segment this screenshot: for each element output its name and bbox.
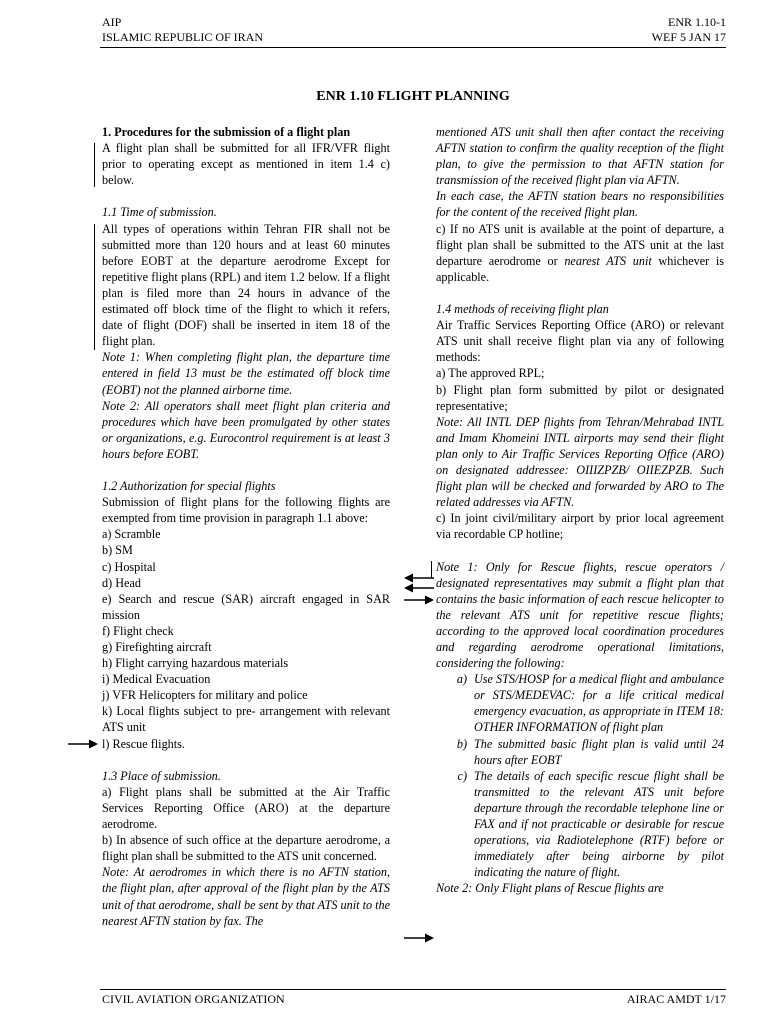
section-1-4-heading: 1.4 methods of receiving flight plan bbox=[436, 302, 609, 317]
list-item: c) Hospital bbox=[102, 559, 156, 574]
section-1-2-heading: 1.2 Authorization for special flights bbox=[102, 479, 276, 494]
list-item: g) Firefighting aircraft bbox=[102, 640, 212, 654]
continued-text: mentioned ATS unit shall then after contact the receiving AFTN station to confirm the quality reception of the flight plan, to give the permission to that AFTN station for transmission of the received flight plan via AFTN. bbox=[436, 125, 724, 188]
list-item: i) Medical Evacuation bbox=[102, 672, 211, 687]
section-1-1-heading: 1.1 Time of submission. bbox=[102, 205, 217, 220]
note-1: Note 1: Only for Rescue flights, rescue operators / designated representatives may submit a flight plan that contains the basic information of each rescue helicopter to the relevant ATS unit for repetitive rescue flights; according to the approved local coordination procedures and regarding aerodrome operational limitations, considering the following: bbox=[436, 559, 724, 671]
section-1-4-c: c) In joint civil/military airport by prior local agreement via recordable CP hotline; bbox=[436, 511, 724, 542]
arrow-left-icon bbox=[404, 582, 434, 594]
note-1-item bbox=[436, 768, 724, 881]
header-country: ISLAMIC REPUBLIC OF IRAN bbox=[102, 30, 264, 44]
note-2: Note 2: Only Flight plans of Rescue flights are bbox=[436, 881, 664, 896]
section-1-4-text: Air Traffic Services Reporting Office (ARO) or relevant ATS unit shall receive flight plan via any of following methods: bbox=[436, 318, 724, 365]
header-aip: AIP bbox=[102, 15, 122, 29]
section-1-3-c-part-1: c) If no ATS unit is available at the point of departure, a flight plan shall be submitted to the ATS unit at the last departure aerodrome or bbox=[436, 221, 724, 268]
list-item: b) SM bbox=[102, 543, 133, 558]
list-item: f) Flight check bbox=[102, 623, 174, 638]
note-1-item bbox=[436, 736, 724, 768]
list-item: a) Scramble bbox=[102, 527, 161, 542]
note-1-item-text: Use STS/HOSP for a medical flight and ambulance or STS/MEDEVAC: for a life critical medical emergency evacuation, as appropriate in ITEM 18: OTHER INFORMATION of flight plan bbox=[474, 672, 724, 735]
section-1-3-a: a) Flight plans shall be submitted at the Air Traffic Services Reporting Office (ARO) at the departure aerodrome. bbox=[102, 784, 390, 832]
section-1-4-a: a) The approved RPL; bbox=[436, 366, 545, 381]
footer-rule bbox=[100, 989, 726, 990]
note-1-item-label: c) bbox=[457, 768, 467, 783]
list-item: h) Flight carrying hazardous materials bbox=[102, 656, 289, 671]
page-title: ENR 1.10 FLIGHT PLANNING bbox=[316, 89, 510, 104]
header-rule bbox=[100, 47, 726, 48]
list-item: k) Local flights subject to pre- arrangement with relevant ATS unit bbox=[102, 704, 390, 735]
section-1-3-c-italic: nearest ATS unit bbox=[564, 253, 652, 268]
right-column bbox=[436, 124, 724, 897]
arrow-right-icon bbox=[68, 738, 98, 750]
change-bar-section-1-1 bbox=[94, 224, 95, 350]
list-item: j) VFR Helicopters for military and police bbox=[102, 688, 308, 703]
change-bar-section-1 bbox=[94, 143, 95, 187]
footer-organization: CIVIL AVIATION ORGANIZATION bbox=[102, 992, 285, 1006]
left-column bbox=[102, 124, 390, 929]
section-1-3-c-part-2: whichever is applicable. bbox=[436, 253, 724, 284]
footer-amendment: AIRAC AMDT 1/17 bbox=[626, 992, 726, 1006]
section-1-1-text: All types of operations within Tehran FIR shall not be submitted more than 120 hours and at least 60 minutes before EOBT at the departure aerodrome Except for repetitive flight plans (RPL) and item 1.2 below. If a flight plan is filed more than 24 hours in advance of the estimated off block time of the flight to which it refers, date of flight (DOF) shall be inserted in item 18 of the flight plan. bbox=[102, 221, 390, 349]
section-1-3-note: Note: At aerodromes in which there is no AFTN station, the flight plan, after approval of the flight plan by the ATS unit of that aerodrome, shall be sent by that ATS unit to the nearest AFTN station by fax. The bbox=[102, 865, 390, 928]
note-1-item-text: The submitted basic flight plan is valid until 24 hours after EOBT bbox=[474, 736, 724, 767]
section-1-3-heading: 1.3 Place of submission. bbox=[102, 768, 221, 783]
header-right bbox=[652, 15, 726, 45]
note-1-item-text: The details of each specific rescue flight shall be transmitted to the relevant ATS unit before departure through the recordable telephone line or FAX and if not practicable or desirable for rescue operations, via Radiotelephone (RTF) before or immediately after being airborne by pilot indicating the nature of flight. bbox=[474, 768, 724, 880]
list-item: e) Search and rescue (SAR) aircraft engaged in SAR mission bbox=[102, 591, 390, 622]
section-1-1-note-1: Note 1: When completing flight plan, the departure time entered in field 13 must be the estimated off block time (EOBT) not the planned airborne time. bbox=[102, 350, 390, 397]
arrow-right-icon bbox=[404, 932, 434, 944]
header-page-ref: ENR 1.10-1 bbox=[668, 15, 726, 29]
section-1-2-text: Submission of flight plans for the following flights are exempted from time provision in paragraph 1.1 above: bbox=[102, 495, 390, 526]
section-1-text: A flight plan shall be submitted for all IFR/VFR flight prior to operating except as mentioned in item 1.4 c) below. bbox=[102, 141, 390, 188]
arrow-right-icon bbox=[404, 594, 434, 606]
note-1-item-label: b) bbox=[456, 736, 467, 751]
header-left bbox=[102, 15, 263, 45]
continued-text-2: In each case, the AFTN station bears no responsibilities for the content of the received flight plan. bbox=[436, 189, 724, 220]
section-1-4-b: b) Flight plan form submitted by pilot or designated representative; bbox=[436, 382, 724, 413]
list-item-rescue-flights: l) Rescue flights. bbox=[102, 736, 185, 751]
section-1-3-c bbox=[436, 221, 724, 285]
note-1-item-label: a) bbox=[456, 672, 467, 687]
section-1-1-note-2: Note 2: All operators shall meet flight plan criteria and procedures which have been promulgated by other states or organizations, e.g. Eurocontrol requirement is at least 3 hours before EOBT. bbox=[102, 398, 390, 461]
note-1-item bbox=[436, 671, 724, 735]
list-item: d) Head bbox=[102, 575, 141, 590]
section-1-heading: 1. Procedures for the submission of a flight plan bbox=[102, 125, 351, 139]
section-1-3-b: b) In absence of such office at the departure aerodrome, a flight plan shall be submitted to the ATS unit concerned. bbox=[102, 833, 390, 864]
header-effective-date: WEF 5 JAN 17 bbox=[651, 30, 726, 44]
section-1-4-note: Note: All INTL DEP flights from Tehran/Mehrabad INTL and Imam Khomeini INTL airports may send their flight plan only to Air Traffic Services Reporting Office (ARO) on designated addressee: OIIIZPZB/ OIIEZPZB. Such flight plan will be checked and forwarded by ARO to The related addresses via AFTN. bbox=[436, 414, 724, 510]
